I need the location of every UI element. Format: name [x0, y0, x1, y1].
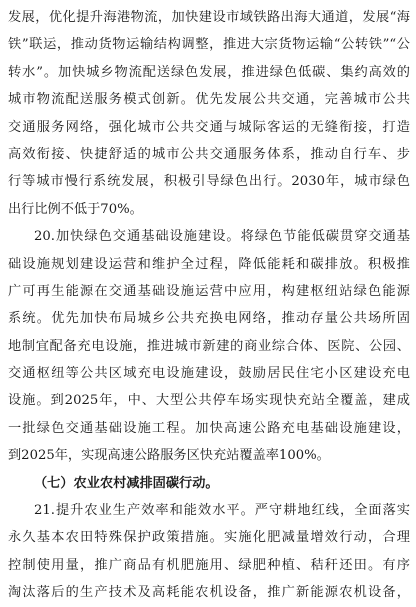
text-line: 铁”联运，推动货物运输结构调整，推进大宗货物运输“公转铁”“公: [8, 37, 410, 53]
text-line: 高效衔接、快捷舒适的城市公共交通服务体系，推动自行车、步: [8, 146, 410, 162]
text-line: 系统。优先加快布局城乡公共充换电网络，推动存量公共场所固: [8, 311, 410, 327]
paragraph-urban-transport: [8, 4, 410, 223]
text-line: 发展，优化提升海港物流，加快建设市域铁路出海大通道，发展“海: [8, 10, 410, 25]
text-line: 出行比例不低于70%。: [8, 201, 143, 217]
text-line: 转水”。加快城乡物流配送绿色发展，推进绿色低碳、集约高效的: [8, 64, 410, 80]
paragraph-green-infrastructure: [8, 223, 410, 470]
text-line: 城市物流配送服务模式创新。优先发展公共交通，完善城市公共: [8, 92, 410, 108]
text-line: 一批绿色交通基础设施工程。加快高速公路充电基础设施建设，: [8, 420, 410, 436]
text-line: 到2025年，实现高速公路服务区快充站覆盖率100%。: [8, 448, 330, 464]
paragraph-agriculture-efficiency: [8, 497, 410, 607]
text-line: 地制宜配备充电设施，推进城市新建的商业综合体、医院、公园、: [8, 338, 410, 354]
section-heading: [8, 470, 410, 497]
text-line: 设施。到2025年，中、大型公共停车场实现快充站全覆盖，建成: [8, 393, 410, 409]
text-line: 行等城市慢行系统发展，积极引导绿色出行。2030年，城市绿色: [8, 174, 410, 190]
text-line: 淘汰落后的生产技术及高耗能农机设备，推广新能源农机设备，: [8, 585, 410, 601]
text-line: 控制使用量，推广商品有机肥施用、绿肥种植、秸秆还田。有序: [8, 557, 410, 573]
text-line: 21.提升农业生产效率和能效水平。严守耕地红线，全面落实: [34, 503, 410, 519]
text-line: 20.加快绿色交通基础设施建设。将绿色节能低碳贯穿交通基: [34, 229, 410, 245]
text-line: 永久基本农田特殊保护政策措施。实施化肥减量增效行动，合理: [8, 530, 410, 546]
text-line: 广可再生能源在交通基础设施运营中应用，构建枢纽站绿色能源: [8, 283, 410, 299]
section-heading-text: （七）农业农村减排固碳行动。: [34, 475, 219, 491]
text-line: 交通服务网络，强化城市公共交通与城际客运的无缝衔接，打造: [8, 119, 410, 135]
text-line: 础设施规划建设运营和维护全过程，降低能耗和碳排放。积极推: [8, 256, 410, 272]
text-line: 交通枢纽等公共区域充电设施建设，鼓励居民住宅小区建设充电: [8, 366, 410, 382]
